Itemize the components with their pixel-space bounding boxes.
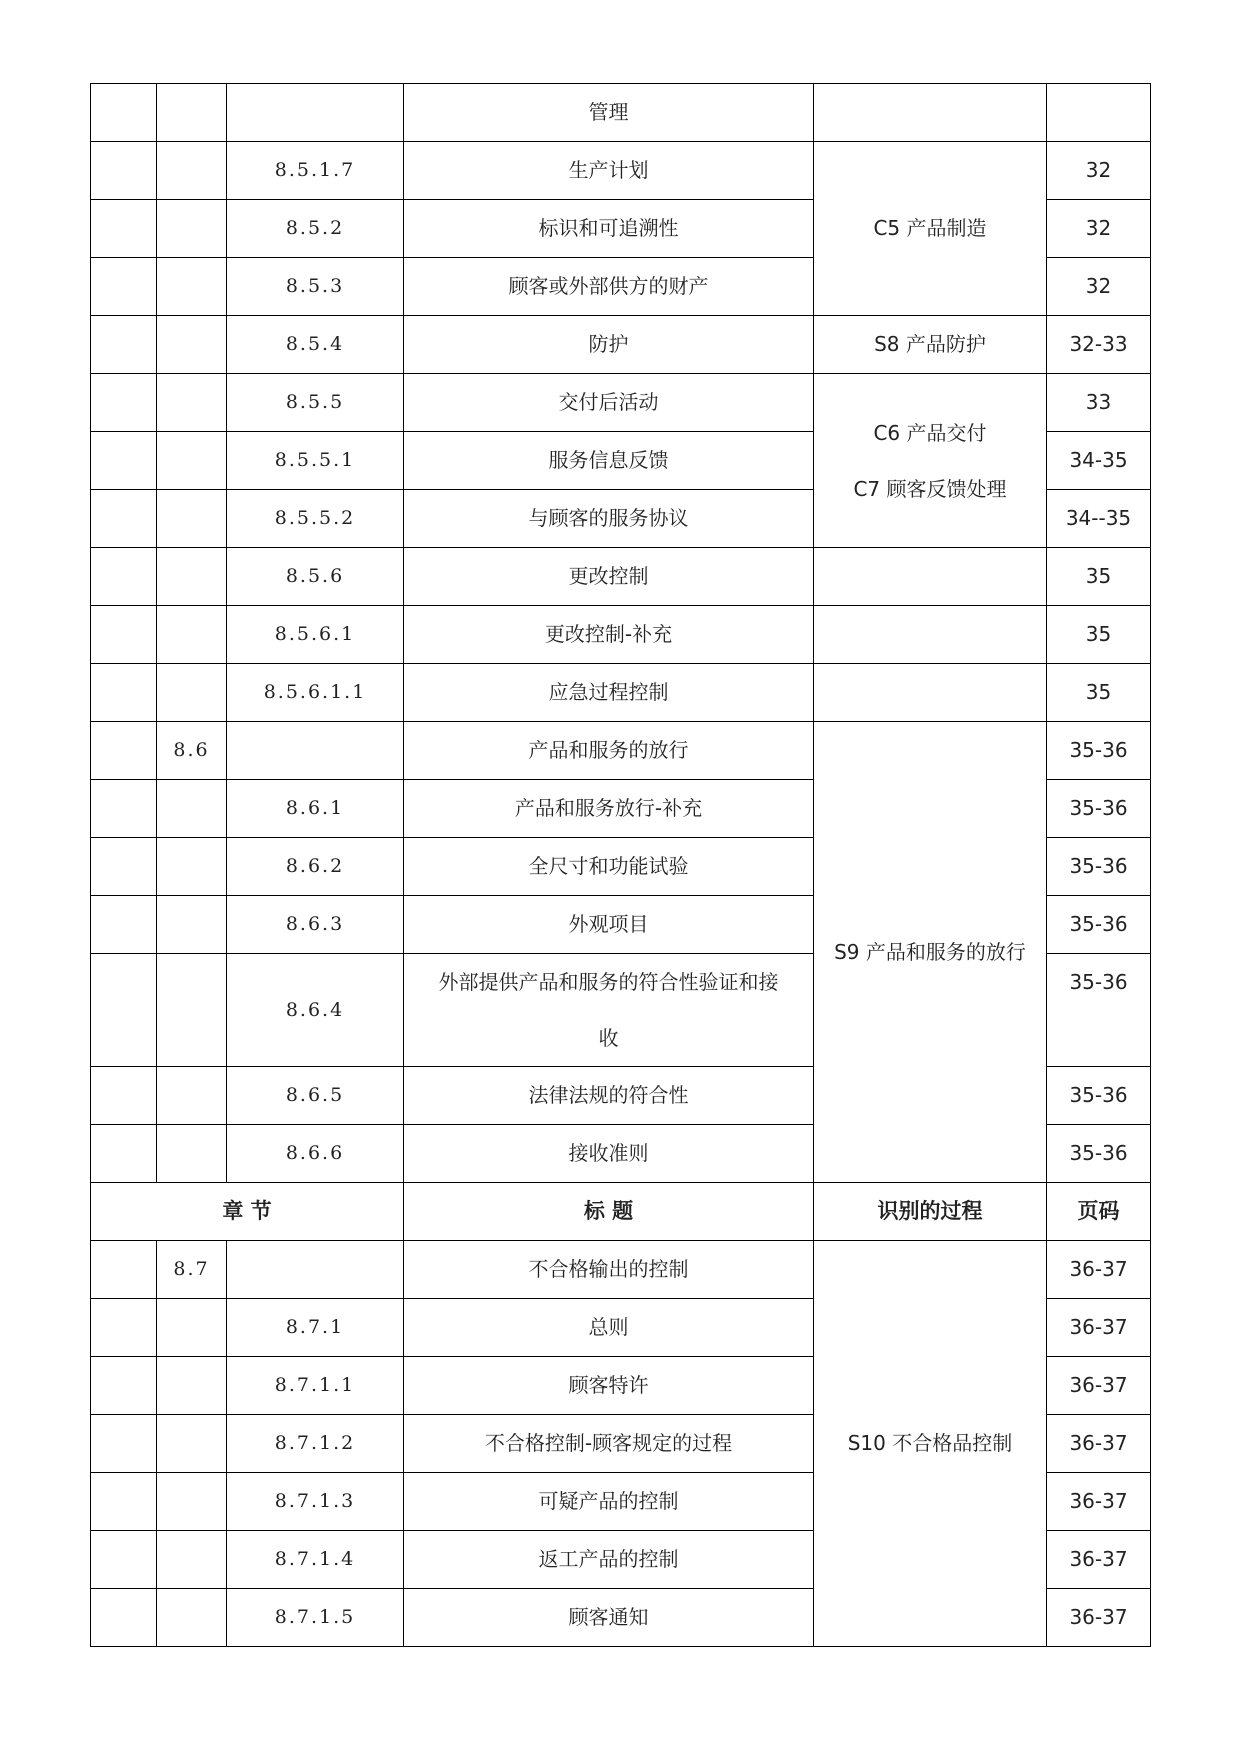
subsection-cell: 8.5.6.1.1 — [227, 664, 404, 722]
header-process: 识别的过程 — [814, 1183, 1047, 1241]
table-row — [91, 664, 1151, 722]
title-cell: 更改控制 — [404, 548, 814, 606]
chapter-cell — [91, 200, 157, 258]
subsection-cell: 8.5.2 — [227, 200, 404, 258]
section-cell — [157, 548, 227, 606]
title-cell: 与顾客的服务协议 — [404, 490, 814, 548]
subsection-cell: 8.5.4 — [227, 316, 404, 374]
title-cell: 顾客或外部供方的财产 — [404, 258, 814, 316]
page-cell: 36-37 — [1047, 1299, 1151, 1357]
section-cell — [157, 316, 227, 374]
process-cell — [814, 606, 1047, 664]
title-line: 收 — [598, 1026, 619, 1050]
title-cell: 防护 — [404, 316, 814, 374]
page-cell — [1047, 84, 1151, 142]
section-cell — [157, 954, 227, 1067]
subsection-cell: 8.6.2 — [227, 838, 404, 896]
subsection-cell: 8.6.6 — [227, 1125, 404, 1183]
section-cell — [157, 1531, 227, 1589]
process-cell — [814, 548, 1047, 606]
chapter-cell — [91, 548, 157, 606]
header-title: 标 题 — [404, 1183, 814, 1241]
subsection-cell: 8.7.1.3 — [227, 1473, 404, 1531]
process-cell: C5 产品制造 — [814, 142, 1047, 316]
title-cell: 全尺寸和功能试验 — [404, 838, 814, 896]
page-cell: 34-35 — [1047, 432, 1151, 490]
page-cell: 36-37 — [1047, 1589, 1151, 1647]
subsection-cell: 8.7.1 — [227, 1299, 404, 1357]
chapter-cell — [91, 432, 157, 490]
subsection-cell: 8.7.1.5 — [227, 1589, 404, 1647]
page-cell: 36-37 — [1047, 1531, 1151, 1589]
subsection-cell: 8.5.1.7 — [227, 142, 404, 200]
title-cell: 产品和服务放行-补充 — [404, 780, 814, 838]
page-cell: 32 — [1047, 200, 1151, 258]
title-cell: 接收准则 — [404, 1125, 814, 1183]
subsection-cell — [227, 84, 404, 142]
subsection-cell: 8.5.5.2 — [227, 490, 404, 548]
page-cell: 35 — [1047, 664, 1151, 722]
table-row — [91, 722, 1151, 780]
chapter-cell — [91, 954, 157, 1067]
subsection-cell: 8.6.5 — [227, 1067, 404, 1125]
section-cell — [157, 1473, 227, 1531]
section-cell: 8.6 — [157, 722, 227, 780]
chapter-cell — [91, 374, 157, 432]
subsection-cell: 8.7.1.4 — [227, 1531, 404, 1589]
page-cell: 36-37 — [1047, 1241, 1151, 1299]
page-cell: 35-36 — [1047, 838, 1151, 896]
table-row — [91, 84, 1151, 142]
section-cell — [157, 780, 227, 838]
title-cell: 可疑产品的控制 — [404, 1473, 814, 1531]
page-cell: 36-37 — [1047, 1415, 1151, 1473]
subsection-cell — [227, 1241, 404, 1299]
chapter-cell — [91, 1299, 157, 1357]
section-cell — [157, 432, 227, 490]
title-cell: 外观项目 — [404, 896, 814, 954]
subsection-cell: 8.5.6 — [227, 548, 404, 606]
chapter-cell — [91, 838, 157, 896]
process-cell: S8 产品防护 — [814, 316, 1047, 374]
page-cell: 35-36 — [1047, 780, 1151, 838]
subsection-cell: 8.7.1.1 — [227, 1357, 404, 1415]
section-cell — [157, 838, 227, 896]
process-cell — [814, 664, 1047, 722]
table-row — [91, 548, 1151, 606]
page-cell: 35-36 — [1047, 1067, 1151, 1125]
title-cell: 交付后活动 — [404, 374, 814, 432]
chapter-cell — [91, 84, 157, 142]
page-cell: 35 — [1047, 548, 1151, 606]
chapter-cell — [91, 1589, 157, 1647]
page-cell: 34--35 — [1047, 490, 1151, 548]
chapter-cell — [91, 664, 157, 722]
subsection-cell: 8.5.6.1 — [227, 606, 404, 664]
chapter-cell — [91, 1531, 157, 1589]
section-cell — [157, 490, 227, 548]
subsection-cell: 8.6.1 — [227, 780, 404, 838]
chapter-cell — [91, 1473, 157, 1531]
header-row — [91, 1183, 1151, 1241]
page-cell: 32 — [1047, 258, 1151, 316]
section-cell — [157, 664, 227, 722]
subsection-cell — [227, 722, 404, 780]
section-cell: 8.7 — [157, 1241, 227, 1299]
process-cell: S10 不合格品控制 — [814, 1241, 1047, 1647]
page-cell: 35 — [1047, 606, 1151, 664]
header-chapter: 章 节 — [91, 1183, 404, 1241]
header-page: 页码 — [1047, 1183, 1151, 1241]
chapter-cell — [91, 606, 157, 664]
chapter-cell — [91, 1241, 157, 1299]
title-cell: 应急过程控制 — [404, 664, 814, 722]
title-cell: 顾客特许 — [404, 1357, 814, 1415]
section-cell — [157, 374, 227, 432]
table-row — [91, 606, 1151, 664]
title-cell — [404, 954, 814, 1067]
chapter-cell — [91, 780, 157, 838]
section-cell — [157, 1357, 227, 1415]
page-cell: 32-33 — [1047, 316, 1151, 374]
section-cell — [157, 606, 227, 664]
subsection-cell: 8.5.5 — [227, 374, 404, 432]
table-row — [91, 1241, 1151, 1299]
title-cell: 返工产品的控制 — [404, 1531, 814, 1589]
section-cell — [157, 84, 227, 142]
chapter-cell — [91, 490, 157, 548]
page-cell: 33 — [1047, 374, 1151, 432]
title-line: 外部提供产品和服务的符合性验证和接 — [438, 970, 779, 994]
process-cell — [814, 84, 1047, 142]
page-cell: 35-36 — [1047, 954, 1151, 1067]
section-cell — [157, 896, 227, 954]
title-cell: 管理 — [404, 84, 814, 142]
chapter-cell — [91, 142, 157, 200]
title-cell: 法律法规的符合性 — [404, 1067, 814, 1125]
section-cell — [157, 1589, 227, 1647]
section-cell — [157, 142, 227, 200]
section-cell — [157, 1067, 227, 1125]
title-cell: 服务信息反馈 — [404, 432, 814, 490]
section-cell — [157, 1415, 227, 1473]
chapter-cell — [91, 316, 157, 374]
title-cell: 不合格输出的控制 — [404, 1241, 814, 1299]
title-cell: 更改控制-补充 — [404, 606, 814, 664]
chapter-cell — [91, 258, 157, 316]
chapter-cell — [91, 1125, 157, 1183]
subsection-cell: 8.7.1.2 — [227, 1415, 404, 1473]
subsection-cell: 8.5.5.1 — [227, 432, 404, 490]
chapter-cell — [91, 896, 157, 954]
title-cell: 总则 — [404, 1299, 814, 1357]
page-cell: 35-36 — [1047, 1125, 1151, 1183]
table-row — [91, 316, 1151, 374]
subsection-cell: 8.6.3 — [227, 896, 404, 954]
chapter-cell — [91, 1067, 157, 1125]
section-cell — [157, 200, 227, 258]
title-cell: 顾客通知 — [404, 1589, 814, 1647]
title-cell: 生产计划 — [404, 142, 814, 200]
chapter-cell — [91, 1415, 157, 1473]
chapter-cell — [91, 722, 157, 780]
contents-table — [90, 83, 1151, 1647]
table-row — [91, 142, 1151, 200]
title-cell: 产品和服务的放行 — [404, 722, 814, 780]
page-cell: 36-37 — [1047, 1357, 1151, 1415]
section-cell — [157, 1299, 227, 1357]
process-cell — [814, 374, 1047, 548]
table-row — [91, 374, 1151, 432]
chapter-cell — [91, 1357, 157, 1415]
section-cell — [157, 258, 227, 316]
section-cell — [157, 1125, 227, 1183]
process-cell: S9 产品和服务的放行 — [814, 722, 1047, 1183]
page-cell: 36-37 — [1047, 1473, 1151, 1531]
page-cell: 35-36 — [1047, 896, 1151, 954]
process-line: C6 产品交付 — [873, 420, 987, 445]
page-cell: 32 — [1047, 142, 1151, 200]
title-cell: 不合格控制-顾客规定的过程 — [404, 1415, 814, 1473]
subsection-cell: 8.6.4 — [227, 954, 404, 1067]
title-cell: 标识和可追溯性 — [404, 200, 814, 258]
subsection-cell: 8.5.3 — [227, 258, 404, 316]
process-line: C7 顾客反馈处理 — [853, 476, 1007, 501]
page-cell: 35-36 — [1047, 722, 1151, 780]
